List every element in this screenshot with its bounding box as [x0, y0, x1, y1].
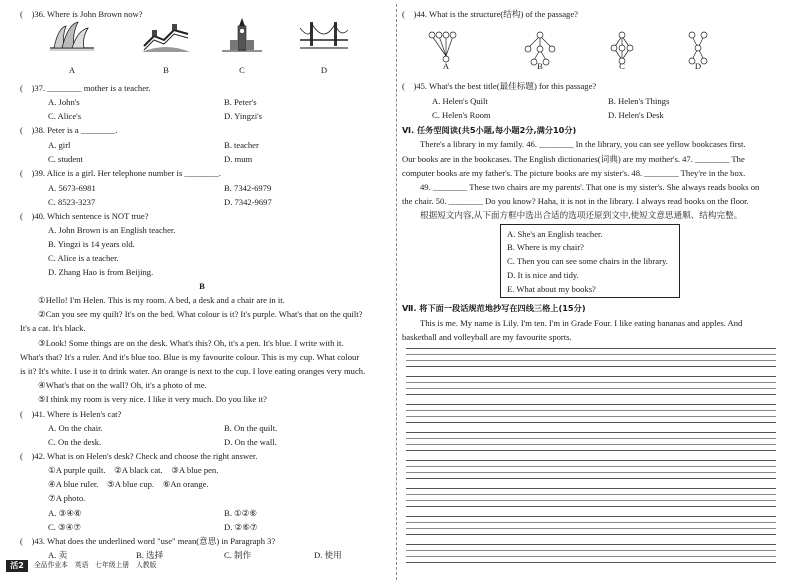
grid-line: [406, 388, 776, 389]
grid-line: [406, 416, 776, 417]
grid-line: [406, 404, 776, 405]
q37-option-c: C. Alice's: [48, 111, 82, 121]
pic-label-b: B: [163, 65, 169, 75]
footer-text: 全品作业本 英语 七年级上册 人教版: [34, 561, 157, 569]
grid-line: [406, 382, 776, 383]
pic-label-a: A: [68, 65, 76, 75]
q45-option-c: C. Helen's Room: [432, 110, 491, 120]
q38-option-d: D. mum: [224, 154, 253, 164]
sec6-passage-line-3: computer books are my father's. The picture books are my sister's. 48. ________ They're in the box.: [402, 168, 746, 178]
passage-line-8: ⑤I think my room is very nice. I like it very much. Do you like it?: [38, 394, 267, 404]
section-6-title: Ⅵ. 任务型阅读(共5小题,每小题2分,满分10分): [402, 125, 577, 135]
structure-label-a: A: [442, 61, 450, 71]
grid-line: [406, 444, 776, 445]
grid-line: [406, 528, 776, 529]
box-option-c: C. Then you can see some chairs in the library.: [507, 256, 668, 266]
q40-text: ( )40. Which sentence is NOT true?: [20, 211, 149, 221]
grid-line: [406, 432, 776, 433]
q40-option-b: B. Yingzi is 14 years old.: [48, 239, 135, 249]
q42-option-a: A. ③④⑥: [48, 508, 82, 518]
passage-line-7: ④What's that on the wall? Oh, it's a photo of me.: [38, 380, 207, 390]
sydney-opera-house-icon: [48, 18, 96, 52]
q44-text: ( )44. What is the structure(结构) of the passage?: [402, 9, 578, 19]
q41-option-d: D. On the wall.: [224, 437, 277, 447]
q39-option-d: D. 7342-9697: [224, 197, 272, 207]
q42-item-line-3: ⑦A photo.: [48, 493, 86, 503]
q41-text: ( )41. Where is Helen's cat?: [20, 409, 122, 419]
grid-line: [406, 516, 776, 517]
grid-line: [406, 376, 776, 377]
grid-line: [406, 488, 776, 489]
grid-line: [406, 556, 776, 557]
grid-line: [406, 410, 776, 411]
q38-option-a: A. girl: [48, 140, 71, 150]
q39-option-b: B. 7342-6979: [224, 183, 272, 193]
q42-text: ( )42. What is on Helen's desk? Check and choose the right answer.: [20, 451, 258, 461]
grid-line: [406, 354, 776, 355]
box-option-a: A. She's an English teacher.: [507, 229, 603, 239]
pic-label-c: C: [239, 65, 245, 75]
grid-line: [406, 544, 776, 545]
q45-option-a: A. Helen's Quilt: [432, 96, 488, 106]
q37-text: ( )37. ________ mother is a teacher.: [20, 83, 151, 93]
passage-line-6: is it? It's white. I use it to drink water. An orange is next to the cup. I love eating oranges very much.: [20, 366, 366, 376]
grid-line: [406, 450, 776, 451]
passage-line-2: ②Can you see my quilt? It's on the bed. What colour is it? It's purple. What's that on the quilt?: [38, 309, 363, 319]
sec6-passage-line-1: There's a library in my family. 46. ________ In the library, you can see yellow bookcases first.: [420, 139, 746, 149]
q38-option-b: B. teacher: [224, 140, 259, 150]
q43-option-d: D. 使用: [314, 550, 342, 560]
passage-line-1: ①Hello! I'm Helen. This is my room. A bed, a desk and a chair are in it.: [38, 295, 285, 305]
sec6-passage-line-2: Our books are in the bookcases. The English dictionaries(词典) are my mother's. 47. ________ The: [402, 154, 745, 164]
grid-line: [406, 478, 776, 479]
q42-option-d: D. ②⑥⑦: [224, 522, 258, 532]
structure-label-d: D: [694, 61, 702, 71]
q42-option-b: B. ①②⑥: [224, 508, 258, 518]
q37-option-d: D. Yingzi's: [224, 111, 262, 121]
q36-pictures: [14, 18, 390, 75]
column-divider: [396, 4, 397, 580]
sec7-text-line-1: This is me. My name is Lily. I'm ten. I'm in Grade Four. I like eating bananas and apples. And: [420, 318, 743, 328]
grid-line: [406, 438, 776, 439]
grid-line: [406, 494, 776, 495]
grid-line: [406, 562, 776, 563]
box-option-d: D. It is nice and tidy.: [507, 270, 579, 280]
q38-text: ( )38. Peter is a ________.: [20, 125, 118, 135]
grid-line: [406, 522, 776, 523]
q41-option-c: C. On the desk.: [48, 437, 102, 447]
q37-option-a: A. John's: [48, 97, 80, 107]
page-footer: [10, 560, 390, 572]
options-box: [500, 224, 680, 298]
sec6-passage-line-4: 49. ________ These two chairs are my parents'. That one is my sister's. She always reads books on: [420, 182, 760, 192]
sec6-instruction: 根据短文内容,从下面方框中选出合适的选项还原到文中,使短文意思通顺、结构完整。: [420, 210, 743, 220]
q43-text: ( )43. What does the underlined word "use" mean(意思) in Paragraph 3?: [20, 536, 276, 546]
grid-line: [406, 460, 776, 461]
section-7-title: Ⅶ. 将下面一段话规范地抄写在四线三格上(15分): [402, 303, 586, 313]
page-badge: 活2: [6, 560, 28, 572]
grid-line: [406, 500, 776, 501]
q39-option-c: C. 8523-3237: [48, 197, 96, 207]
q43-option-c: C. 制作: [224, 550, 252, 560]
passage-line-3: It's a cat. It's black.: [20, 323, 86, 333]
q42-option-c: C. ③④⑦: [48, 522, 82, 532]
q45-option-b: B. Helen's Things: [608, 96, 670, 106]
grid-line: [406, 360, 776, 361]
passage-line-4: ③Look! Some things are on the desk. What's this? Oh, it's a pen. It's blue. I write with it.: [38, 338, 344, 348]
structure-label-c: C: [619, 61, 625, 71]
grid-line: [406, 366, 776, 367]
grid-line: [406, 550, 776, 551]
q43-option-a: A. 卖: [48, 550, 68, 560]
grid-line: [406, 506, 776, 507]
structure-label-b: B: [537, 61, 543, 71]
section-b-heading: B: [199, 281, 205, 291]
q41-option-a: A. On the chair.: [48, 423, 103, 433]
q37-option-b: B. Peter's: [224, 97, 257, 107]
q36-text: ( )36. Where is John Brown now?: [20, 9, 143, 19]
passage-line-5: What's that? It's a ruler. And it's blue too. Blue is my favourite colour. This is my cup. What colour: [20, 352, 360, 362]
box-option-b: B. Where is my chair?: [507, 242, 584, 252]
big-ben-icon: [218, 18, 266, 52]
sec7-text-line-2: basketball and volleyball are my favourite sports.: [402, 332, 572, 342]
q41-option-b: B. On the quilt.: [224, 423, 278, 433]
q42-item-line-1: ①A purple quilt. ②A black cat. ③A blue pen.: [48, 465, 219, 475]
q45-text: ( )45. What's the best title(最佳标题) for this passage?: [402, 81, 597, 91]
grid-line: [406, 466, 776, 467]
grid-line: [406, 472, 776, 473]
grid-line: [406, 394, 776, 395]
q40-option-a: A. John Brown is an English teacher.: [48, 225, 176, 235]
great-wall-icon: [142, 18, 190, 52]
q39-text: ( )39. Alice is a girl. Her telephone number is ________.: [20, 168, 221, 178]
grid-line: [406, 534, 776, 535]
q43-option-b: B. 选择: [136, 550, 164, 560]
q45-option-d: D. Helen's Desk: [608, 110, 664, 120]
q42-item-line-2: ④A blue ruler. ⑤A blue cup. ⑥An orange.: [48, 479, 209, 489]
q40-option-d: D. Zhang Hao is from Beijing.: [48, 267, 154, 277]
q40-option-c: C. Alice is a teacher.: [48, 253, 119, 263]
golden-gate-bridge-icon: [300, 18, 348, 52]
sec6-passage-line-5: the chair. 50. ________ Do you know? Haha, it is not in the library. I always read books on the floor.: [402, 196, 749, 206]
q38-option-c: C. student: [48, 154, 83, 164]
pic-label-d: D: [320, 65, 328, 75]
q39-option-a: A. 5673-6981: [48, 183, 96, 193]
grid-line: [406, 422, 776, 423]
grid-line: [406, 348, 776, 349]
box-option-e: E. What about my books?: [507, 284, 596, 294]
